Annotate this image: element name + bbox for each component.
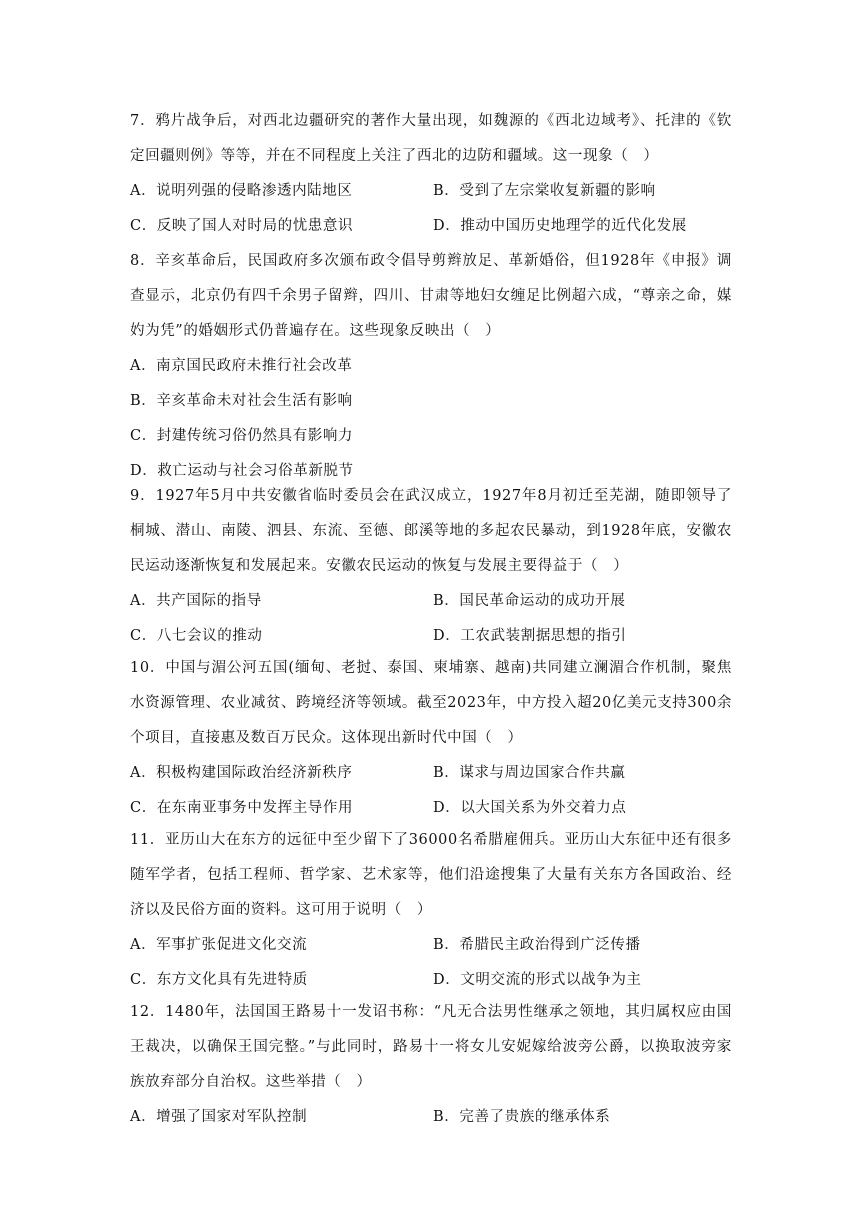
option-row [130, 174, 732, 209]
question-stem: 11．亚历山大在东方的远征中至少留下了36000名希腊雇佣兵。亚历山大东征中还有很多随军学者，包括工程师、哲学家、艺术家等，他们沿途搜集了大量有关东方各国政治、经济以及民俗方面的资料。这可用于说明（ ） [130, 832, 732, 918]
option-d: D．推动中国历史地理学的近代化发展 [433, 218, 687, 234]
option-row [130, 756, 732, 791]
option-c: C．八七会议的推动 [130, 628, 263, 644]
option-c: C．封建传统习俗仍然具有影响力 [130, 428, 354, 444]
question-8 [130, 244, 732, 489]
option-a: A．增强了国家对军队控制 [130, 1109, 308, 1125]
option-row [130, 619, 732, 654]
option-c: C．反映了国人对时局的忧患意识 [130, 218, 354, 234]
option-d: D．工农武装割据思想的指引 [433, 628, 627, 644]
option-a: A．军事扩张促进文化交流 [130, 937, 308, 953]
option-row [130, 928, 732, 963]
question-9 [130, 479, 732, 654]
question-stem: 7．鸦片战争后，对西北边疆研究的著作大量出现，如魏源的《西北边域考》、托津的《钦定回疆则例》等等，并在不同程度上关注了西北的边防和疆域。这一现象（ ） [130, 113, 732, 164]
option-row [130, 1100, 732, 1135]
question-12 [130, 995, 732, 1135]
option-row [130, 209, 732, 244]
option-d: D．文明交流的形式以战争为主 [433, 972, 642, 988]
question-stem: 12．1480年，法国国王路易十一发诏书称：“凡无合法男性继承之领地，其归属权应由国王裁决，以确保王国完整。”与此同时，路易十一将女儿安妮嫁给波旁公爵，以换取波旁家族放弃部分自治权。这些举措（ ） [130, 1004, 732, 1090]
option-b: B．辛亥革命未对社会生活有影响 [130, 393, 353, 409]
option-row [130, 963, 732, 998]
question-stem: 8．辛亥革命后，民国政府多次颁布政令倡导剪辫放足、革新婚俗，但1928年《申报》调查显示，北京仍有四千余男子留辫，四川、甘肃等地妇女缠足比例超六成，“尊亲之命，媒妁为凭”的婚姻形式仍普遍存在。这些现象反映出（ ） [130, 253, 732, 339]
option-b: B．完善了贵族的继承体系 [433, 1109, 611, 1125]
option-a: A．积极构建国际政治经济新秩序 [130, 765, 353, 781]
option-c: C．在东南亚事务中发挥主导作用 [130, 800, 354, 816]
option-b: B．谋求与周边国家合作共赢 [433, 765, 626, 781]
option-a: A．南京国民政府未推行社会改革 [130, 358, 353, 374]
option-row [130, 584, 732, 619]
question-11 [130, 823, 732, 998]
option-d: D．救亡运动与社会习俗革新脱节 [130, 463, 354, 479]
option-c: C．东方文化具有先进特质 [130, 972, 308, 988]
option-a: A．共产国际的指导 [130, 593, 262, 609]
question-stem: 9．1927年5月中共安徽省临时委员会在武汉成立，1927年8月初迁至芜湖，随即领导了桐城、潜山、南陵、泗县、东流、至德、郎溪等地的多起农民暴动，到1928年底，安徽农民运动逐渐恢复和发展起来。安徽农民运动的恢复与发展主要得益于（ ） [130, 488, 732, 574]
option-d: D．以大国关系为外交着力点 [433, 800, 627, 816]
question-7 [130, 104, 732, 244]
option-b: B．希腊民主政治得到广泛传播 [433, 937, 641, 953]
option-row [130, 791, 732, 826]
option-b: B．受到了左宗棠收复新疆的影响 [433, 183, 656, 199]
question-stem: 10．中国与湄公河五国(缅甸、老挝、泰国、柬埔寨、越南)共同建立澜湄合作机制，聚焦水资源管理、农业减贫、跨境经济等领域。截至2023年，中方投入超20亿美元支持300余个项目，直接惠及数百万民众。这体现出新时代中国（ ） [130, 660, 732, 746]
option-b: B．国民革命运动的成功开展 [433, 593, 626, 609]
question-10 [130, 651, 732, 826]
option-a: A．说明列强的侵略渗透内陆地区 [130, 183, 353, 199]
